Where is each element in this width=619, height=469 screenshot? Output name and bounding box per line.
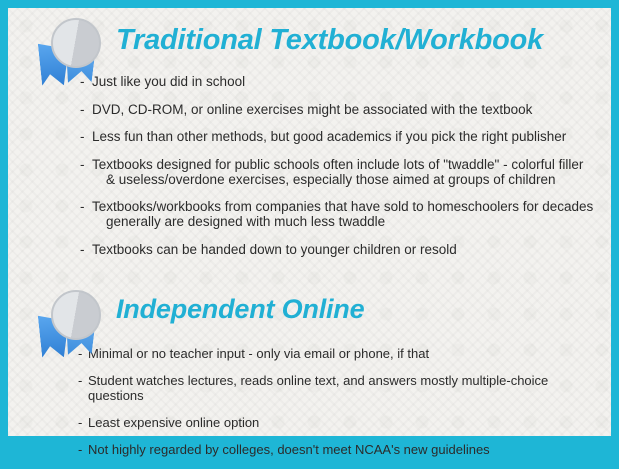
bullet-dash: - [78,346,83,361]
list-item [8,242,611,257]
bullet-text: Minimal or no teacher input - only via email or phone, if that [88,346,430,361]
section-traditional-textbook [8,18,611,269]
slide-canvas [8,8,611,457]
bullet-text: Textbooks can be handed down to younger children or resold [92,241,457,257]
section-title: Independent Online [116,294,365,324]
bullet-text: Not highly regarded by colleges, doesn't meet NCAA's new guidelines [88,442,490,457]
bullet-dash: - [80,199,85,214]
list-item [8,373,611,403]
bullet-text-continuation: generally are designed with much less twaddle [106,214,386,229]
bullet-dash: - [78,373,83,388]
bullet-dash: - [80,241,85,257]
list-item [8,199,611,229]
bullet-text: Student watches lectures, reads online text, and answers mostly multiple-choice questions [88,373,549,403]
bullet-text: Textbooks/workbooks from companies that have sold to homeschoolers for decades [92,199,594,214]
section-heading-row [8,290,611,346]
bullet-text: Just like you did in school [92,74,246,89]
section-independent-online [8,290,611,469]
bullet-text: Textbooks designed for public schools often include lots of "twaddle" - colorful filler [92,156,584,172]
list-item [8,129,611,144]
list-item [8,102,611,117]
bullet-dash: - [80,156,85,172]
section-heading-row [8,18,611,74]
bullet-dash: - [80,101,85,117]
ribbon-disc-icon [51,290,101,340]
bullet-dash: - [78,442,83,457]
list-item [8,415,611,430]
list-item [8,346,611,361]
list-item [8,74,611,89]
bullet-dash: - [80,129,85,144]
list-item [8,157,611,187]
list-item [8,442,611,457]
section-title: Traditional Textbook/Workbook [116,24,544,56]
bullet-text: Least expensive online option [88,415,260,430]
bullet-text: Less fun than other methods, but good academics if you pick the right publisher [92,129,567,144]
bullet-dash: - [80,74,85,89]
bullet-list [8,74,611,257]
bullet-text: DVD, CD-ROM, or online exercises might be associated with the textbook [92,101,533,117]
bullet-list [8,346,611,457]
bullet-dash: - [78,415,83,430]
bullet-text-continuation: & useless/overdone exercises, especially those aimed at groups of children [106,171,556,187]
ribbon-disc-icon [51,18,101,68]
